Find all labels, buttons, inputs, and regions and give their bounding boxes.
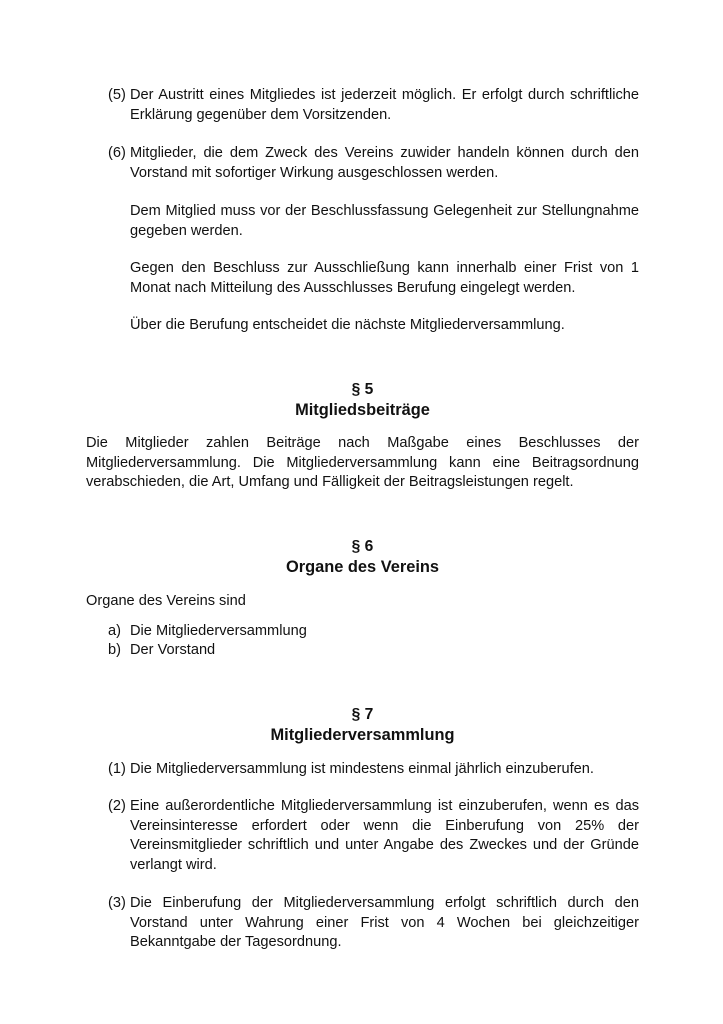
clause-6 — [108, 144, 639, 183]
clause-6-paragraph: Über die Berufung entscheidet die nächste Mitgliederversammlung. — [130, 317, 565, 333]
clause-text: Die Mitgliederversammlung ist mindestens einmal jährlich einzuberufen. — [130, 761, 594, 777]
list-item — [108, 641, 639, 661]
clause-text: Die Einberufung der Mitgliederversammlung erfolgt schriftlich durch den Vorstand unter Wahrung einer Frist von 4 Wochen bei gleichzeitiger Bekanntgabe der Tagesordnung. — [130, 895, 639, 951]
list-marker: a) — [108, 623, 121, 639]
clause-text: Eine außerordentliche Mitgliederversammlung ist einzuberufen, wenn es das Vereinsinteresse erfordert oder wenn die Einberufung von 25% der Vereinsmitglieder schriftlich und unter Angabe des Zweckes und der Gründe verlangt wird. — [130, 798, 639, 873]
section-title: Mitgliederversammlung — [270, 726, 455, 744]
section-number: § 7 — [351, 706, 374, 723]
clause-number: (1) — [108, 761, 126, 777]
clause-7-2 — [108, 797, 639, 875]
clause-6-paragraph: Dem Mitglied muss vor der Beschlussfassung Gelegenheit zur Stellungnahme gegeben werden. — [130, 203, 639, 239]
list-item — [108, 622, 639, 642]
section-number: § 6 — [351, 538, 374, 555]
section-6-intro: Organe des Vereins sind — [86, 593, 246, 609]
clause-7-3 — [108, 894, 639, 953]
clause-7-1 — [108, 760, 639, 780]
list-item-text: Die Mitgliederversammlung — [130, 623, 307, 639]
clause-6-paragraph: Gegen den Beschluss zur Ausschließung kann innerhalb einer Frist von 1 Monat nach Mitteilung des Ausschlusses Berufung eingelegt werden. — [130, 260, 639, 296]
list-item-text: Der Vorstand — [130, 642, 216, 658]
section-number: § 5 — [351, 381, 374, 398]
clause-number: (5) — [108, 87, 126, 103]
section-title: Mitgliedsbeiträge — [295, 401, 430, 419]
clause-number: (3) — [108, 895, 126, 911]
clause-text: Der Austritt eines Mitgliedes ist jederzeit möglich. Er erfolgt durch schriftliche Erklärung gegenüber dem Vorsitzenden. — [130, 87, 639, 123]
clause-text: Mitglieder, die dem Zweck des Vereins zuwider handeln können durch den Vorstand mit sofortiger Wirkung ausgeschlossen werden. — [130, 145, 639, 181]
section-heading-6 — [86, 537, 639, 577]
section-heading-7 — [86, 705, 639, 745]
section-title: Organe des Vereins — [285, 558, 440, 576]
clause-number: (6) — [108, 145, 126, 161]
clause-number: (2) — [108, 798, 126, 814]
section-5-text: Die Mitglieder zahlen Beiträge nach Maßgabe eines Beschlusses der Mitgliederversammlung. Die Mitgliederversammlung kann eine Beitragsordnung verabschieden, die Art, Umfang und Fälligkeit der Beitragsleistungen regelt. — [86, 435, 639, 491]
clause-5 — [108, 86, 639, 125]
section-heading-5 — [86, 380, 639, 420]
list-marker: b) — [108, 642, 121, 658]
